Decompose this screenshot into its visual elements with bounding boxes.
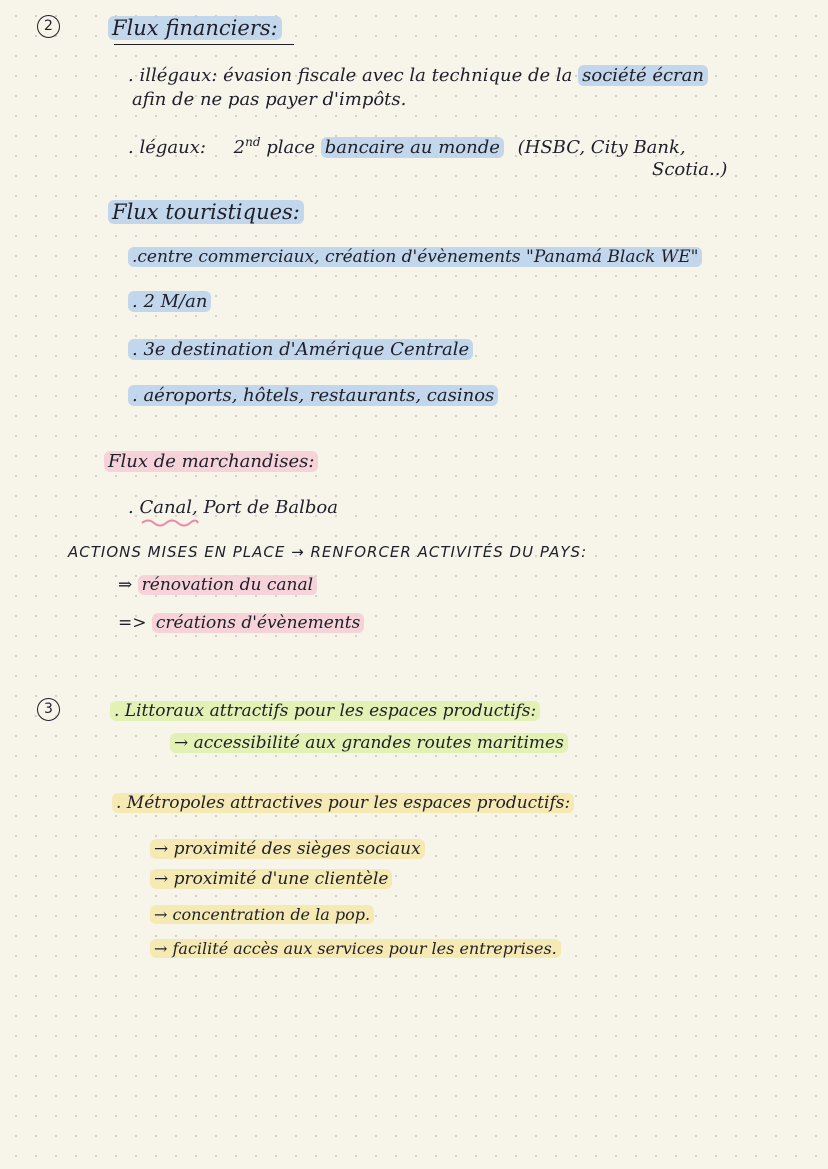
heading-flux-marchandises: Flux de marchandises: xyxy=(104,452,318,473)
metro-heading: . Métropoles attractives pour les espaces productifs: xyxy=(112,794,574,814)
goods-item: . Canal, Port de Balboa xyxy=(128,497,338,518)
legal-flows-line: . légaux: 2nd place bancaire au monde (HSBC, City Bank, xyxy=(128,135,686,158)
wavy-underline xyxy=(140,518,200,528)
tourism-item: . aéroports, hôtels, restaurants, casinos xyxy=(128,386,498,407)
heading-flux-financiers: Flux financiers: xyxy=(108,16,282,40)
metro-item: → facilité accès aux services pour les entreprises. xyxy=(150,940,561,958)
coast-item: → accessibilité aux grandes routes maritimes xyxy=(170,734,568,754)
coast-heading: . Littoraux attractifs pour les espaces productifs: xyxy=(110,702,540,722)
legal-flows-line-2: Scotia..) xyxy=(652,159,728,180)
actions-heading: ACTIONS MISES EN PLACE → RENFORCER ACTIVITÉS DU PAYS: xyxy=(68,543,588,561)
illegal-flows-line-2: afin de ne pas payer d'impôts. xyxy=(132,89,407,110)
section-number-2: 2 xyxy=(37,15,60,38)
section-number-3: 3 xyxy=(37,698,60,721)
action-item: => créations d'évènements xyxy=(118,614,364,634)
tourism-item: .centre commerciaux, création d'évènements "Panamá Black WE" xyxy=(128,248,702,268)
heading-flux-touristiques: Flux touristiques: xyxy=(108,200,304,224)
heading-underline xyxy=(114,44,294,45)
action-item: ⇒ rénovation du canal xyxy=(118,576,317,596)
tourism-item: . 2 M/an xyxy=(128,292,211,313)
tourism-item: . 3e destination d'Amérique Centrale xyxy=(128,340,473,361)
illegal-flows-line: . illégaux: évasion fiscale avec la technique de la société écran xyxy=(128,66,708,87)
metro-item: → proximité des sièges sociaux xyxy=(150,840,425,860)
metro-item: → concentration de la pop. xyxy=(150,906,374,924)
metro-item: → proximité d'une clientèle xyxy=(150,870,392,890)
